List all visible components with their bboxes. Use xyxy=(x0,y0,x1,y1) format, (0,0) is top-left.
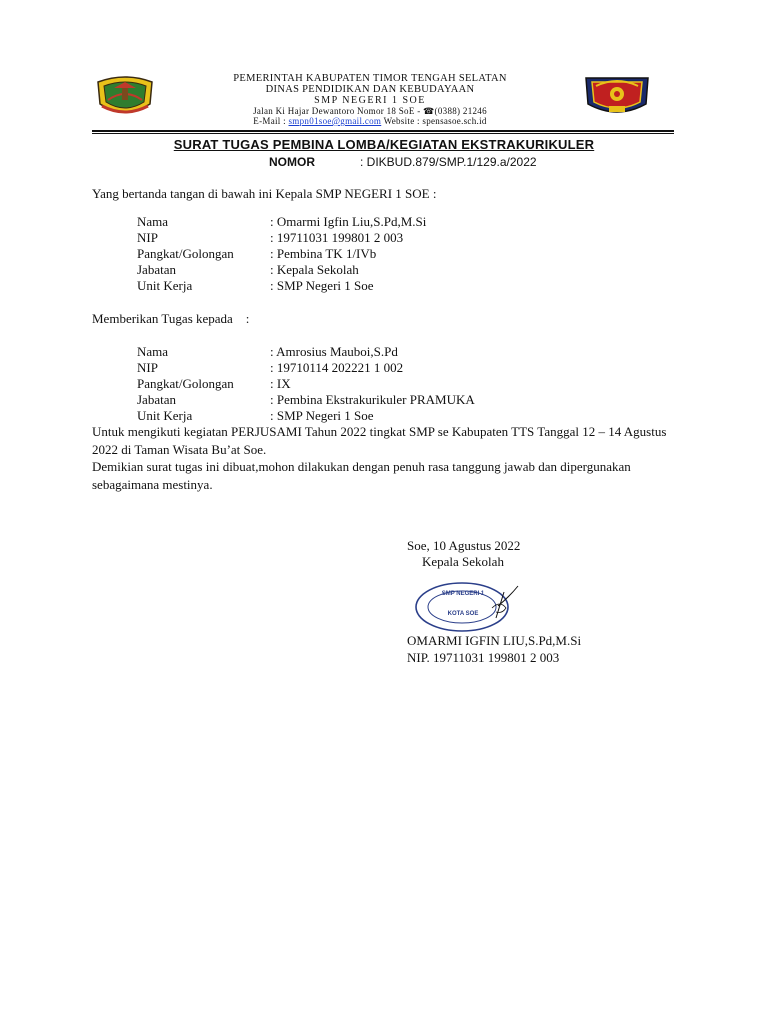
signer-nip-label: NIP xyxy=(137,230,158,245)
signer-rank-value: : Pembina TK 1/IVb xyxy=(270,246,377,261)
signer-nip-value: : 19711031 199801 2 003 xyxy=(270,230,404,245)
signature-position: Kepala Sekolah xyxy=(422,554,504,569)
paragraph-activity: Untuk mengikuti kegiatan PERJUSAMI Tahun 2022 tingkat SMP se Kabupaten TTS Tanggal 12 – 14 Agustus 2022 di Taman Wisata Bu’at Soe. xyxy=(92,424,667,457)
signer-rank-label: Pangkat/Golongan xyxy=(137,246,234,261)
signature-name: OMARMI IGFIN LIU,S.Pd,M.Si xyxy=(407,633,582,648)
letterhead-school: SMP NEGERI 1 SOE xyxy=(314,95,426,106)
letterhead-government: PEMERINTAH KABUPATEN TIMOR TENGAH SELATAN xyxy=(233,73,507,84)
stamp-school: SMP NEGERI 1 xyxy=(441,591,485,597)
email-label: E-Mail : xyxy=(253,116,289,126)
signature-place-date: Soe, 10 Agustus 2022 xyxy=(407,538,521,553)
letter-title: SURAT TUGAS PEMBINA LOMBA/KEGIATAN EKSTRAKURIKULER xyxy=(173,137,595,152)
website-text: Website : spensasoe.sch.id xyxy=(381,116,487,126)
stamp-city: KOTA SOE xyxy=(447,611,479,617)
signature-nip: NIP. 19711031 199801 2 003 xyxy=(407,650,560,665)
assignee-rank-label: Pangkat/Golongan xyxy=(137,376,234,391)
assignee-position-value: : Pembina Ekstrakurikuler PRAMUKA xyxy=(270,392,475,407)
signer-unit-label: Unit Kerja xyxy=(137,278,193,293)
assignee-name-value: : Amrosius Mauboi,S.Pd xyxy=(270,344,398,359)
signer-position-label: Jabatan xyxy=(137,262,176,277)
district-logo xyxy=(94,74,156,118)
assignee-name-label: Nama xyxy=(137,344,169,359)
assignee-unit-label: Unit Kerja xyxy=(137,408,193,423)
header-rule-thin xyxy=(92,133,674,134)
letterhead-contact xyxy=(180,116,560,126)
assignee-nip-label: NIP xyxy=(137,360,158,375)
assignee-position-label: Jabatan xyxy=(137,392,176,407)
nomor-value: : DIKBUD.879/SMP.1/129.a/2022 xyxy=(360,155,537,169)
assign-intro: Memberikan Tugas kepada : xyxy=(92,311,250,326)
assignee-rank-value: : IX xyxy=(270,376,291,391)
intro-text: Yang bertanda tangan di bawah ini Kepala SMP NEGERI 1 SOE : xyxy=(92,186,437,201)
school-logo xyxy=(582,72,652,120)
signer-name-label: Nama xyxy=(137,214,169,229)
official-stamp xyxy=(410,578,522,636)
signer-name-value: : Omarmi Igfin Liu,S.Pd,M.Si xyxy=(270,214,427,229)
nomor-label: NOMOR xyxy=(269,155,315,169)
header-rule-thick xyxy=(92,130,674,132)
assignee-unit-value: : SMP Negeri 1 Soe xyxy=(270,408,374,423)
letterhead-address: Jalan Ki Hajar Dewantoro Nomor 18 SoE - ☎(0388) 21246 xyxy=(253,106,487,116)
email-link[interactable]: smpn01soe@gmail.com xyxy=(288,116,382,126)
letterhead-department: DINAS PENDIDIKAN DAN KEBUDAYAAN xyxy=(265,84,475,95)
signer-unit-value: : SMP Negeri 1 Soe xyxy=(270,278,374,293)
paragraph-closing: Demikian surat tugas ini dibuat,mohon dilakukan dengan penuh rasa tanggung jawab dan dipergunakan sebagaimana mestinya. xyxy=(92,459,631,492)
signer-position-value: : Kepala Sekolah xyxy=(270,262,359,277)
assignee-nip-value: : 19710114 202221 1 002 xyxy=(270,360,404,375)
